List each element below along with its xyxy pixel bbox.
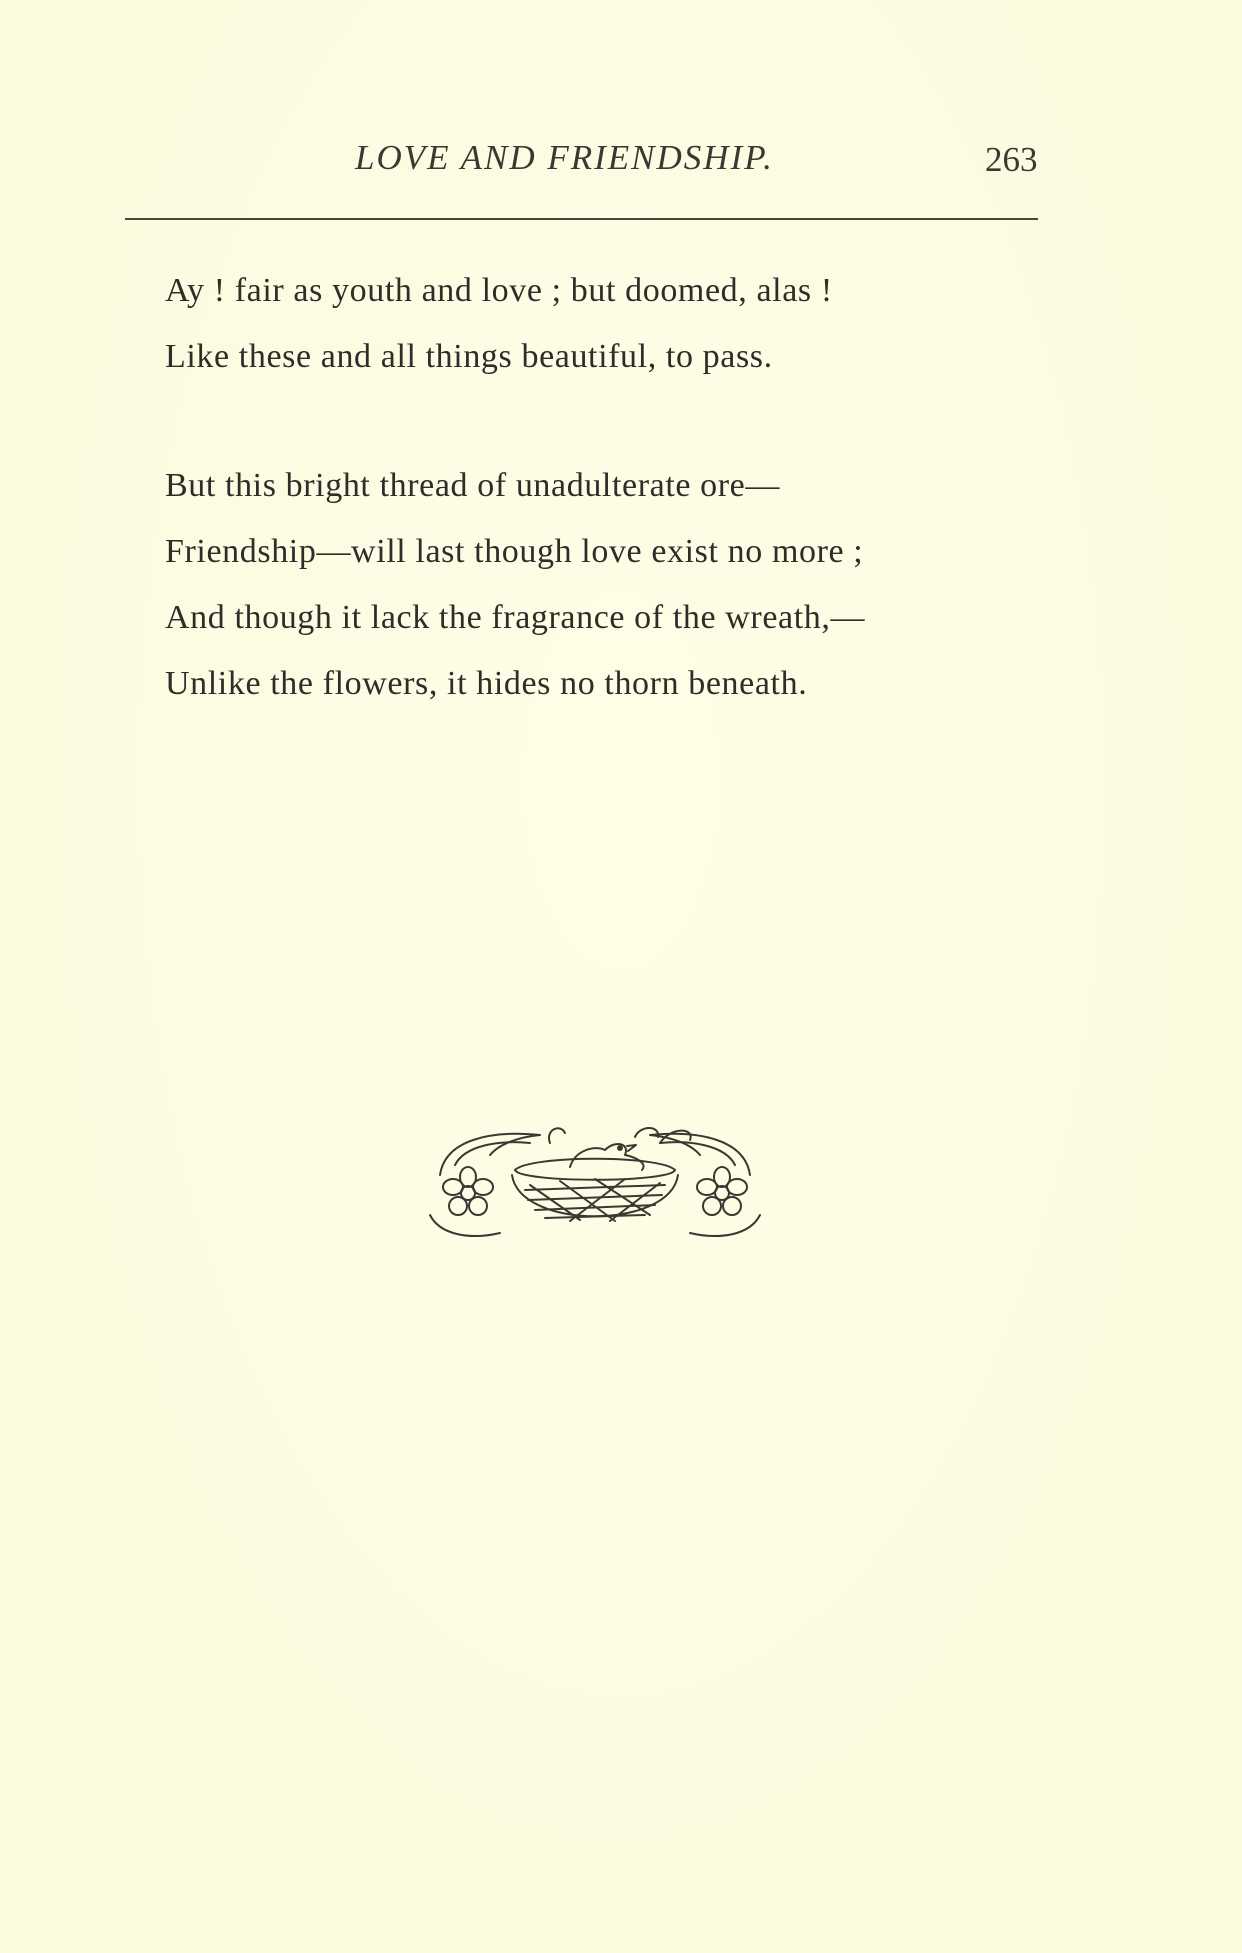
poem-line: Friendship—will last though love exist no more ; xyxy=(165,533,864,570)
poem-line: And though it lack the fragrance of the wreath,— xyxy=(165,599,866,636)
page-number: 263 xyxy=(985,140,1038,179)
poem-line: But this bright thread of unadulterate ore— xyxy=(165,467,780,504)
running-title: LOVE AND FRIENDSHIP. xyxy=(355,138,774,177)
poem-line: Ay ! fair as youth and love ; but doomed, alas ! xyxy=(165,272,833,309)
running-head xyxy=(0,138,1242,188)
poem-line: Unlike the flowers, it hides no thorn beneath. xyxy=(165,665,808,702)
stanza-1 xyxy=(165,258,833,390)
header-rule xyxy=(125,218,1038,220)
stanza-2 xyxy=(165,453,865,717)
bird-nest-floral-tailpiece-icon xyxy=(420,1115,770,1245)
poem-line: Like these and all things beautiful, to pass. xyxy=(165,338,773,375)
